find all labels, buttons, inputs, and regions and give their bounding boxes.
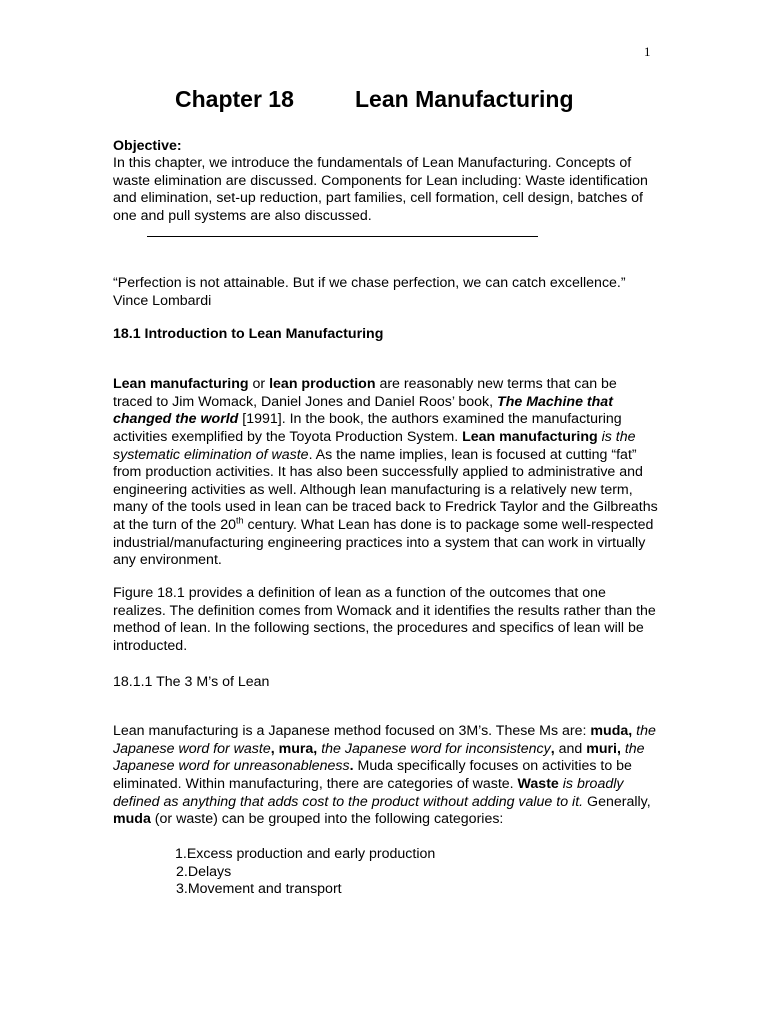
text-run: Muda specifically focuses on activities to be eliminated. Within manufacturing, there are categories of waste. [113, 758, 632, 792]
term-waste: Waste [517, 775, 559, 792]
chapter-name: Lean Manufacturing [355, 86, 574, 112]
list-item: 3.Movement and transport [176, 881, 342, 898]
text-run: are reasonably new terms that can be traced to Jim Womack, Daniel Jones and Daniel Roos’ book, [113, 376, 617, 410]
list-item: 1.Excess production and early production [175, 846, 436, 862]
page-number: 1 [644, 44, 651, 59]
term-lean-manufacturing-2: Lean manufacturing [462, 428, 598, 445]
text-run: [1991]. In the book, the authors examined the manufacturing activities exemplified by the Toyota Production System. [113, 411, 622, 445]
superscript-th: th [236, 515, 244, 526]
term-lean-manufacturing: Lean manufacturing [113, 376, 249, 393]
text-run: and [554, 740, 587, 757]
term-lean-production: lean production [269, 376, 376, 393]
text-run: Generally, [583, 793, 651, 810]
term-muda-2: muda [113, 811, 151, 828]
italic-run: the Japanese word for unreasonableness [113, 740, 645, 775]
text-run: Lean manufacturing is a Japanese method focused on 3M’s. These Ms are: [113, 723, 591, 740]
objective-text: In this chapter, we introduce the fundamentals of Lean Manufacturing. Concepts of waste elimination are discussed. Components for Lean including: Waste identification and elimination, set-up reduction, part families, cell formation, cell design, batches of one and pull systems are also discussed. [113, 155, 648, 224]
chapter-number: Chapter 18 [175, 86, 294, 112]
section-18-1-1-heading: 18.1.1 The 3 M’s of Lean [113, 674, 270, 690]
section-18-1-heading: 18.1 Introduction to Lean Manufacturing [113, 326, 384, 342]
text-run: or [248, 376, 270, 393]
section-18-1-paragraph-1 [113, 376, 658, 570]
epigraph-quote: “Perfection is not attainable. But if we chase perfection, we can catch excellence.” Vince Lombardi [113, 275, 626, 309]
bold-period: . [349, 758, 354, 775]
term-muri: muri, [586, 740, 621, 757]
text-run: . As the name implies, lean is focused at cutting “fat” from production activities. It has also been successfully applied to administrative and engineering activities as well. Although lean manufacturing is a relatively new term, many of the tools used in lean can be traced back to Fredrick Taylor and the Gilbreaths at the turn of the 20 [113, 446, 658, 533]
italic-run: the Japanese word for inconsistency [317, 740, 551, 757]
separator-rule [147, 236, 538, 237]
section-18-1-1-paragraph [113, 723, 658, 829]
definition-italic: is the systematic elimination of waste [113, 428, 636, 463]
objective-heading: Objective: [113, 138, 182, 154]
book-title: The Machine that changed the world [113, 393, 613, 428]
term-mura: , mura, [270, 740, 318, 757]
bold-comma: , [550, 740, 555, 757]
waste-definition: is broadly defined as anything that adds cost to the product without adding value to it. [113, 775, 624, 810]
term-muda: muda, [590, 723, 633, 740]
italic-run: the Japanese word for waste [113, 723, 656, 757]
waste-categories-list [165, 846, 435, 899]
list-item: 2.Delays [176, 863, 232, 880]
section-18-1-paragraph-2: Figure 18.1 provides a definition of lean as a function of the outcomes that one realizes. The definition comes from Womack and it identifies the results rather than the method of lean. In the following sections, the procedures and specifics of lean will be introducted. [113, 585, 656, 654]
text-run: (or waste) can be grouped into the following categories: [150, 811, 504, 828]
text-run: century. What Lean has done is to package some well-respected industrial/manufacturing engineering practices into a system that can work in virtually any environment. [113, 516, 654, 569]
